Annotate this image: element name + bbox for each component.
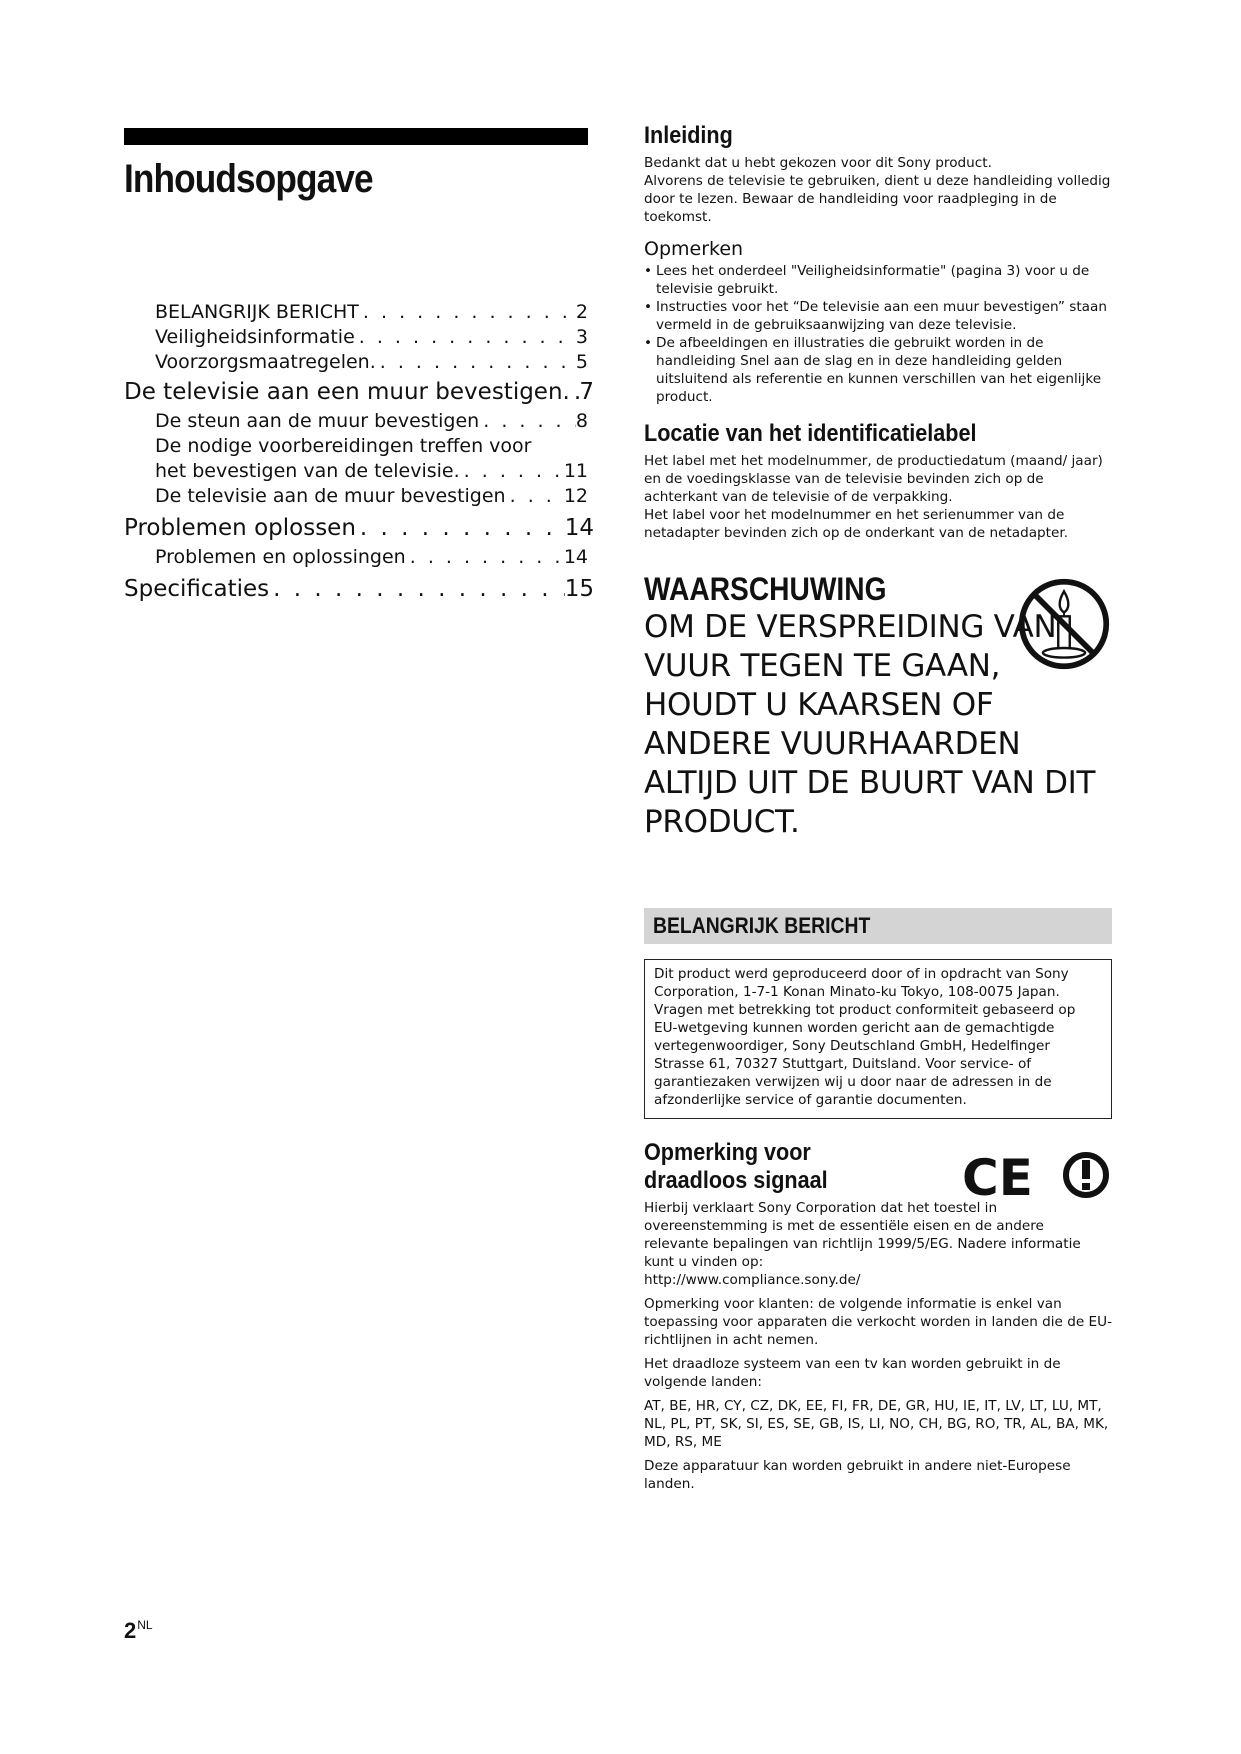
remarks-section bbox=[644, 238, 1112, 406]
no-candle-icon bbox=[1016, 576, 1112, 672]
label-location-section bbox=[644, 420, 1112, 542]
toc-item[interactable]: Problemen oplossen . . . 14 bbox=[124, 513, 594, 543]
title-bar bbox=[124, 128, 588, 145]
intro-section bbox=[644, 122, 1112, 226]
page-number: $2^{NL}$ bbox=[124, 1618, 153, 1643]
compliance-url[interactable]: http://www.compliance.sony.de/ bbox=[644, 1272, 861, 1288]
list-item: • Lees het onderdeel "Veiligheidsinformatie" (pagina 3) voor u de televisie gebruikt. bbox=[644, 262, 1112, 298]
label-location-text: Het label voor het modelnummer en het serienummer van de netadapter bevinden zich op de onderkant van de netadapter. bbox=[644, 507, 1069, 541]
wireless-text: Hierbij verklaart Sony Corporation dat het toestel in overeenstemming is met de essentiële eisen en de andere relevante bepalingen van richtlijn 1999/5/EG. Nadere informatie kunt u vinden op: http://www.compliance.sony.de/ bbox=[644, 1200, 1081, 1288]
toc-item[interactable]: Problemen en oplossingen . . . 14 bbox=[155, 545, 588, 570]
warning-title: WAARSCHUWING bbox=[644, 571, 887, 607]
toc-item[interactable]: BELANGRIJK BERICHT . . . 2 bbox=[155, 300, 588, 325]
wireless-text: Opmerking voor klanten: de volgende informatie is enkel van toepassing voor apparaten die verkocht worden in landen die de EU-richtlijnen in acht nemen. bbox=[644, 1296, 1112, 1348]
intro-heading: Inleiding bbox=[644, 122, 733, 149]
country-list: AT, BE, HR, CY, CZ, DK, EE, FI, FR, DE, GR, HU, IE, IT, LV, LT, LU, MT, NL, PL, PT, SK, SI, ES, SE, GB, IS, LI, NO, CH, BG, RO, TR, AL, BA, MK, MD, RS, ME bbox=[644, 1398, 1109, 1450]
left-column bbox=[124, 128, 594, 602]
wireless-heading: Opmerking voor draadloos signaal bbox=[644, 1139, 828, 1194]
label-location-heading: Locatie van het identificatielabel bbox=[644, 420, 977, 447]
wireless-text: Deze apparatuur kan worden gebruikt in andere niet-Europese landen. bbox=[644, 1458, 1071, 1492]
table-of-contents bbox=[124, 300, 594, 604]
toc-item[interactable]: De televisie aan de muur bevestigen . . . 12 bbox=[155, 484, 588, 509]
intro-text: Bedankt dat u hebt gekozen voor dit Sony product. bbox=[644, 155, 992, 171]
list-item: • Instructies voor het “De televisie aan een muur bevestigen” staan vermeld in de gebruiksaanwijzing van deze televisie. bbox=[644, 298, 1112, 334]
warning-section bbox=[644, 570, 1112, 842]
notice-text: Dit product werd geproduceerd door of in opdracht van Sony Corporation, 1-7-1 Konan Minato-ku Tokyo, 108-0075 Japan. Vragen met betrekking tot product conformiteit gebaseerd op EU-wetgeving kunnen worden gericht aan de gemachtigde vertegenwoordiger, Sony Deutschland GmbH, Hedelfinger Strasse 61, 70327 Stuttgart, Duitsland. Voor service- of garantiezaken verwijzen wij u door naar de adressen in de afzonderlijke service of garantie documenten. bbox=[654, 966, 1076, 1108]
ce-mark-icon bbox=[962, 1149, 1112, 1201]
toc-item[interactable]: Specificaties . . . 15 bbox=[124, 574, 594, 604]
notice-box bbox=[644, 959, 1112, 1119]
toc-item[interactable]: De nodige voorbereidingen treffen voor het bevestigen van de televisie. . . . 11 bbox=[155, 434, 588, 484]
wireless-section bbox=[644, 1139, 1112, 1493]
page-title: Inhoudsopgave bbox=[124, 157, 373, 201]
svg-text:CE: CE bbox=[962, 1149, 1033, 1201]
toc-item[interactable]: De steun aan de muur bevestigen . . . 8 bbox=[155, 409, 588, 434]
list-item: • De afbeeldingen en illustraties die gebruikt worden in de handleiding Snel aan de slag en in deze handleiding gelden uitsluitend als referentie en kunnen verschillen van het eigenlijke product. bbox=[644, 334, 1112, 406]
toc-item[interactable]: De televisie aan een muur bevestigen. . . . 7 bbox=[124, 377, 594, 407]
right-column bbox=[644, 122, 1112, 1499]
intro-text: Alvorens de televisie te gebruiken, dient u deze handleiding volledig door te lezen. Bewaar de handleiding voor raadpleging in de toekomst. bbox=[644, 173, 1111, 225]
wireless-text: Het draadloze systeem van een tv kan worden gebruikt in de volgende landen: bbox=[644, 1356, 1061, 1390]
label-location-text: Het label met het modelnummer, de productiedatum (maand/ jaar) en de voedingsklasse van de televisie bevinden zich op de achterkant van de televisie of de verpakking. bbox=[644, 453, 1103, 505]
remarks-heading: Opmerken bbox=[644, 238, 744, 260]
warning-text: OM DE VERSPREIDING VAN VUUR TEGEN TE GAAN, HOUDT U KAARSEN OF ANDERE VUURHAARDEN ALTIJD UIT DE BUURT VAN DIT PRODUCT. bbox=[644, 609, 1096, 840]
notice-heading: BELANGRIJK BERICHT bbox=[644, 908, 1112, 944]
toc-item[interactable]: Veiligheidsinformatie . . . 3 bbox=[155, 325, 588, 350]
remarks-list bbox=[644, 262, 1112, 406]
toc-item[interactable]: Voorzorgsmaatregelen. . . . 5 bbox=[155, 350, 588, 375]
